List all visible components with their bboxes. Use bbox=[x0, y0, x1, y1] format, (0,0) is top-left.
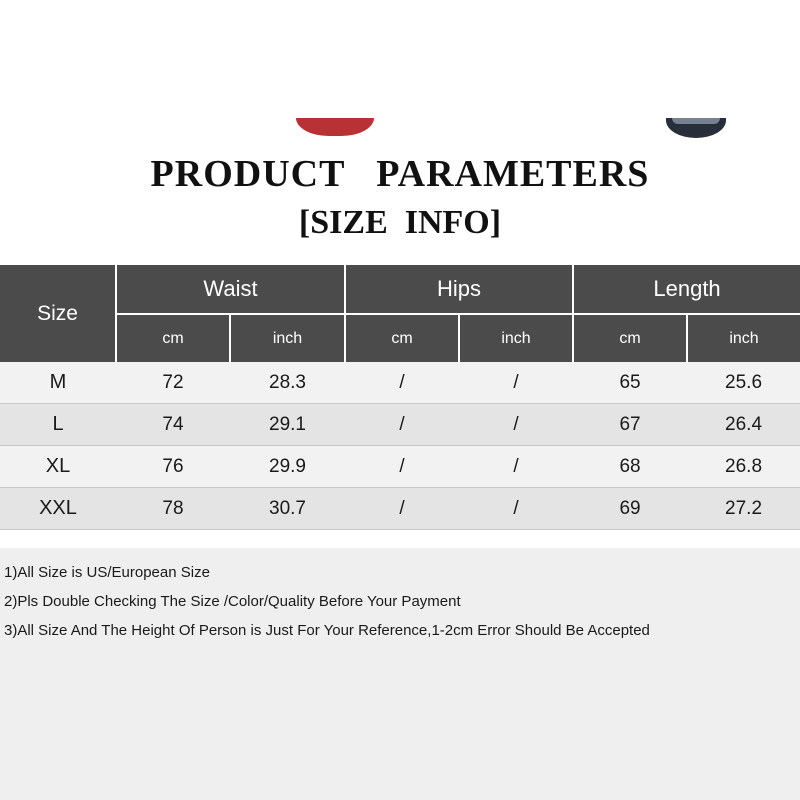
cell-length-inch: 26.4 bbox=[687, 404, 800, 446]
header-size: Size bbox=[0, 265, 116, 362]
cell-size: XXL bbox=[0, 488, 116, 530]
header-hips: Hips bbox=[345, 265, 573, 314]
notes-section bbox=[0, 548, 800, 657]
cell-waist-cm: 72 bbox=[116, 362, 230, 404]
table-unit-header-row bbox=[0, 314, 800, 362]
page-subtitle: [SIZE INFO] bbox=[298, 204, 502, 241]
cell-hips-inch: / bbox=[459, 404, 573, 446]
cell-length-inch: 27.2 bbox=[687, 488, 800, 530]
cell-waist-inch: 29.9 bbox=[230, 446, 345, 488]
footer-background bbox=[0, 648, 800, 800]
size-table-container bbox=[0, 265, 800, 530]
note-item: 1)All Size is US/European Size bbox=[4, 564, 210, 581]
cell-hips-cm: / bbox=[345, 404, 459, 446]
note-item: 2)Pls Double Checking The Size /Color/Quality Before Your Payment bbox=[4, 593, 461, 610]
cell-length-cm: 67 bbox=[573, 404, 687, 446]
cell-waist-cm: 74 bbox=[116, 404, 230, 446]
cell-hips-cm: / bbox=[345, 446, 459, 488]
cell-waist-inch: 29.1 bbox=[230, 404, 345, 446]
table-row bbox=[0, 488, 800, 530]
size-table bbox=[0, 265, 800, 530]
cell-waist-cm: 76 bbox=[116, 446, 230, 488]
table-row bbox=[0, 446, 800, 488]
header-waist-cm: cm bbox=[116, 314, 230, 362]
cell-length-cm: 69 bbox=[573, 488, 687, 530]
page-title-block bbox=[0, 152, 800, 244]
cell-length-cm: 65 bbox=[573, 362, 687, 404]
cell-waist-inch: 28.3 bbox=[230, 362, 345, 404]
cell-size: L bbox=[0, 404, 116, 446]
header-hips-inch: inch bbox=[459, 314, 573, 362]
header-waist: Waist bbox=[116, 265, 345, 314]
cell-length-inch: 25.6 bbox=[687, 362, 800, 404]
cell-length-cm: 68 bbox=[573, 446, 687, 488]
header-length: Length bbox=[573, 265, 800, 314]
table-group-header-row bbox=[0, 265, 800, 314]
note-item: 3)All Size And The Height Of Person is Just For Your Reference,1-2cm Error Should Be Accepted bbox=[4, 622, 650, 639]
cell-hips-inch: / bbox=[459, 446, 573, 488]
cell-size: M bbox=[0, 362, 116, 404]
cell-hips-cm: / bbox=[345, 488, 459, 530]
cell-hips-cm: / bbox=[345, 362, 459, 404]
header-waist-inch: inch bbox=[230, 314, 345, 362]
cell-waist-inch: 30.7 bbox=[230, 488, 345, 530]
cell-size: XL bbox=[0, 446, 116, 488]
cell-hips-inch: / bbox=[459, 362, 573, 404]
header-length-inch: inch bbox=[687, 314, 800, 362]
cell-waist-cm: 78 bbox=[116, 488, 230, 530]
cell-hips-inch: / bbox=[459, 488, 573, 530]
product-thumbnail-red bbox=[296, 118, 374, 136]
page-title: PRODUCT PARAMETERS bbox=[150, 153, 650, 195]
table-row bbox=[0, 404, 800, 446]
header-hips-cm: cm bbox=[345, 314, 459, 362]
cell-length-inch: 26.8 bbox=[687, 446, 800, 488]
table-row bbox=[0, 362, 800, 404]
header-length-cm: cm bbox=[573, 314, 687, 362]
product-thumbnail-dark bbox=[666, 118, 726, 138]
